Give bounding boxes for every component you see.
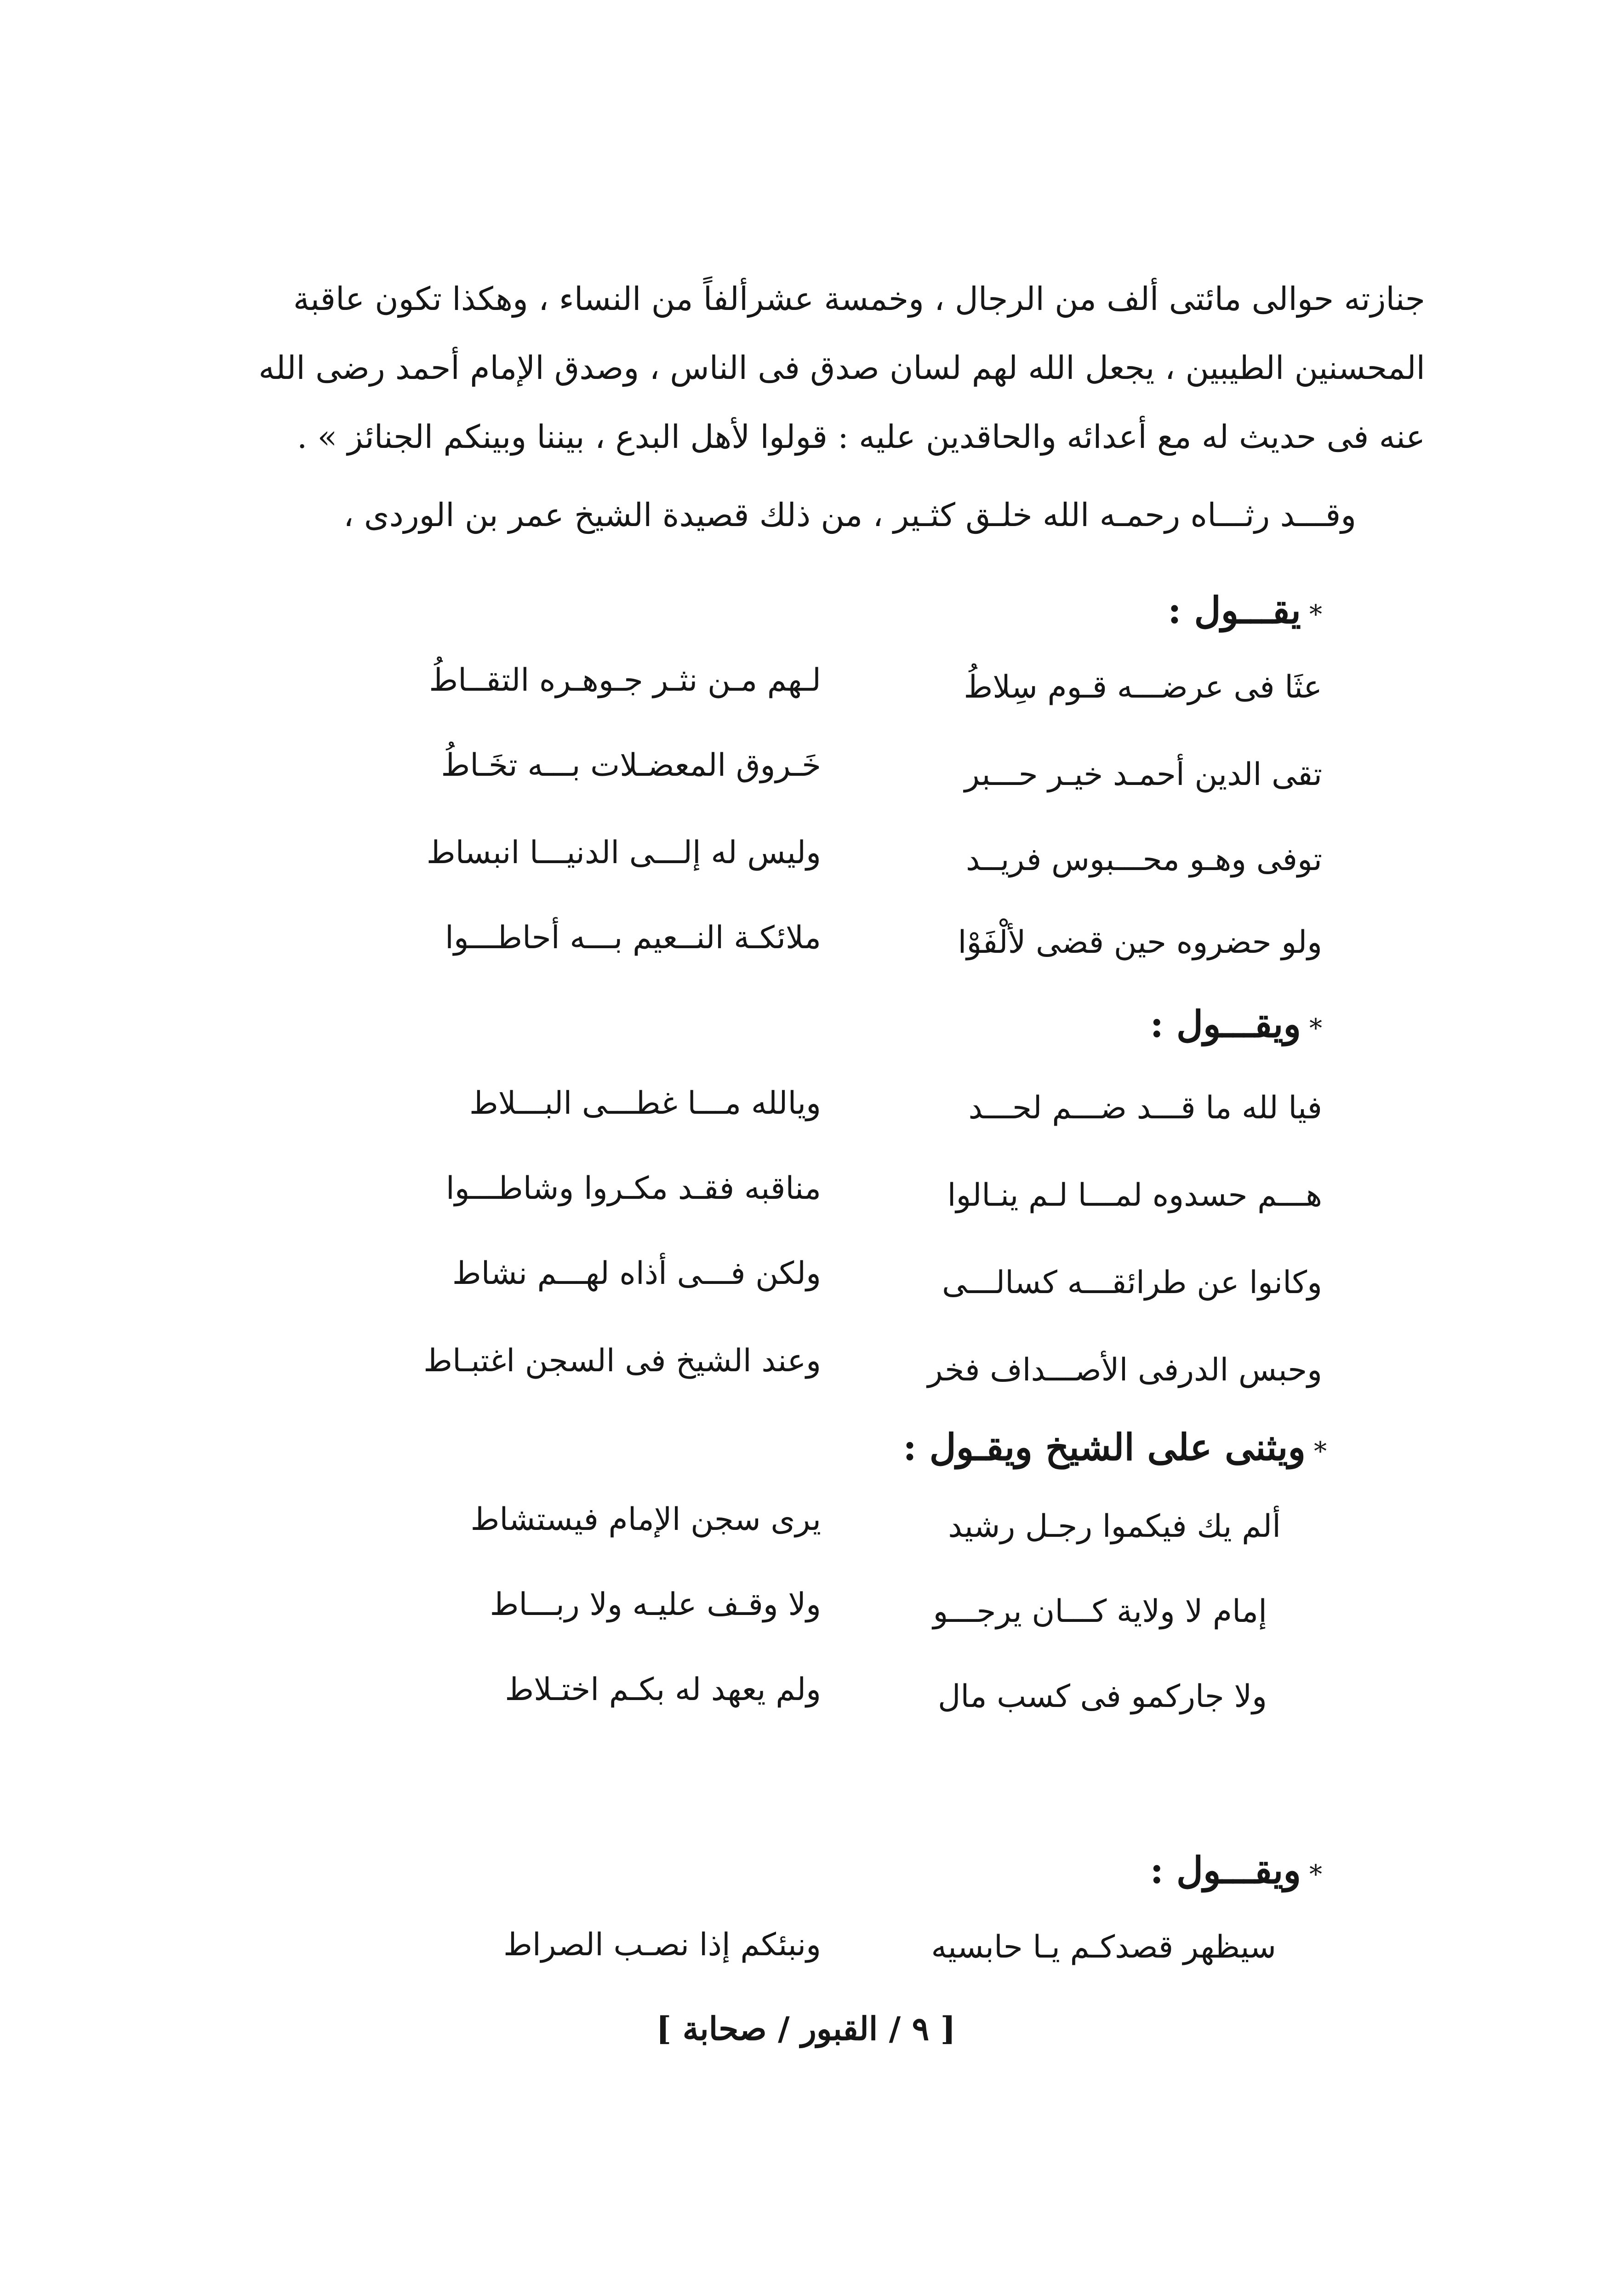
bullet-star: *: [1309, 600, 1322, 630]
bullet-star: *: [1314, 1437, 1327, 1466]
verse-1-1-right: عثَا فى عرضـــه قـوم سِلاطُ: [964, 669, 1322, 705]
verse-1-4-left: ملائكـة النــعيم بـــه أحاطـــوا: [445, 920, 821, 956]
verse-1-3-left: وليس له إلـــى الدنيـــا انبساط: [426, 835, 821, 871]
heading-text: ويثنى على الشيخ ويقـول :: [903, 1426, 1306, 1469]
bullet-star: *: [1309, 1860, 1322, 1889]
verse-3-3-right: ولا جاركمو فى كسب مال: [937, 1678, 1267, 1715]
bullet-star: *: [1309, 1013, 1322, 1043]
section-heading-3: [903, 1426, 1327, 1469]
paragraph-line-3: عنه فى حديث له مع أعدائه والحاقدين عليه : قولوا لأهل البدع ، بيننا وبينكم الجنائز » .: [297, 418, 1425, 456]
verse-1-4-right: ولو حضروه حين قضى لألْفَوْا: [958, 924, 1322, 961]
verse-1-1-left: لـهم مـن نثـر جـوهـره التقــاطُ: [429, 662, 821, 699]
verse-3-2-right: إمام لا ولاية كـــان يرجـــو: [933, 1593, 1267, 1630]
verse-3-1-right: ألم يك فيكموا رجـل رشيد: [948, 1508, 1281, 1545]
verse-4-1-left: ونبئكم إذا نصـب الصراط: [503, 1927, 821, 1963]
section-heading-4: [1150, 1849, 1322, 1892]
verse-2-2-right: هـــم حسدوه لمـــا لـم ينـالوا: [947, 1177, 1322, 1214]
verse-2-4-right: وحبس الدرفى الأصـــداف فخر: [927, 1352, 1322, 1388]
paragraph-line-4: وقـــد رثـــاه رحمـه الله خلـق كثـير ، من ذلك قصيدة الشيخ عمر بن الوردى ،: [343, 496, 1356, 534]
verse-3-2-left: ولا وقـف عليـه ولا ربـــاط: [490, 1586, 821, 1623]
footer-label: [ ٩ / القبور / صحابة ]: [656, 2010, 956, 2048]
heading-text: ويقـــول :: [1150, 1002, 1301, 1046]
heading-text: ويقـــول :: [1150, 1849, 1301, 1892]
paragraph-line-1: جنازته حوالى مائتى ألف من الرجال ، وخمسة عشرألفاً من النساء ، وهكذا تكون عاقبة: [293, 280, 1425, 318]
verse-2-1-left: ويالله مـــا غطـــى البـــلاط: [469, 1085, 821, 1122]
verse-3-1-left: يرى سجن الإمام فيستشاط: [470, 1501, 821, 1538]
verse-1-2-left: خَـروق المعضـلات بـــه تخَـاطُ: [441, 747, 821, 784]
verse-2-1-right: فيا لله ما قـــد ضـــم لحـــد: [968, 1090, 1322, 1126]
verse-2-3-right: وكانوا عن طرائقـــه كسالـــى: [942, 1265, 1322, 1301]
verse-2-4-left: وعند الشيخ فى السجن اغتبـاط: [423, 1343, 821, 1379]
verse-3-3-left: ولم يعهد له بكـم اختـلاط: [505, 1672, 821, 1708]
page-footer: [0, 2010, 1621, 2048]
verse-2-3-left: ولكن فـــى أذاه لهـــم نشاط: [452, 1255, 821, 1292]
section-heading-1: [1168, 589, 1322, 632]
section-heading-2: [1150, 1002, 1322, 1046]
heading-text: يقـــول :: [1168, 589, 1301, 632]
verse-1-2-right: تقى الدين أحمـد خيـر حـــبر: [964, 756, 1322, 793]
verse-2-2-left: مناقبه فقـد مكـروا وشاطـــوا: [445, 1170, 821, 1207]
verse-1-3-right: توفى وهـو محـــبوس فريــد: [965, 842, 1322, 878]
verse-4-1-right: سيظهر قصدكـم يـا حابسيه: [931, 1929, 1276, 1965]
paragraph-line-2: المحسنين الطيبين ، يجعل الله لهم لسان صدق فى الناس ، وصدق الإمام أحمد رضى الله: [258, 349, 1425, 387]
